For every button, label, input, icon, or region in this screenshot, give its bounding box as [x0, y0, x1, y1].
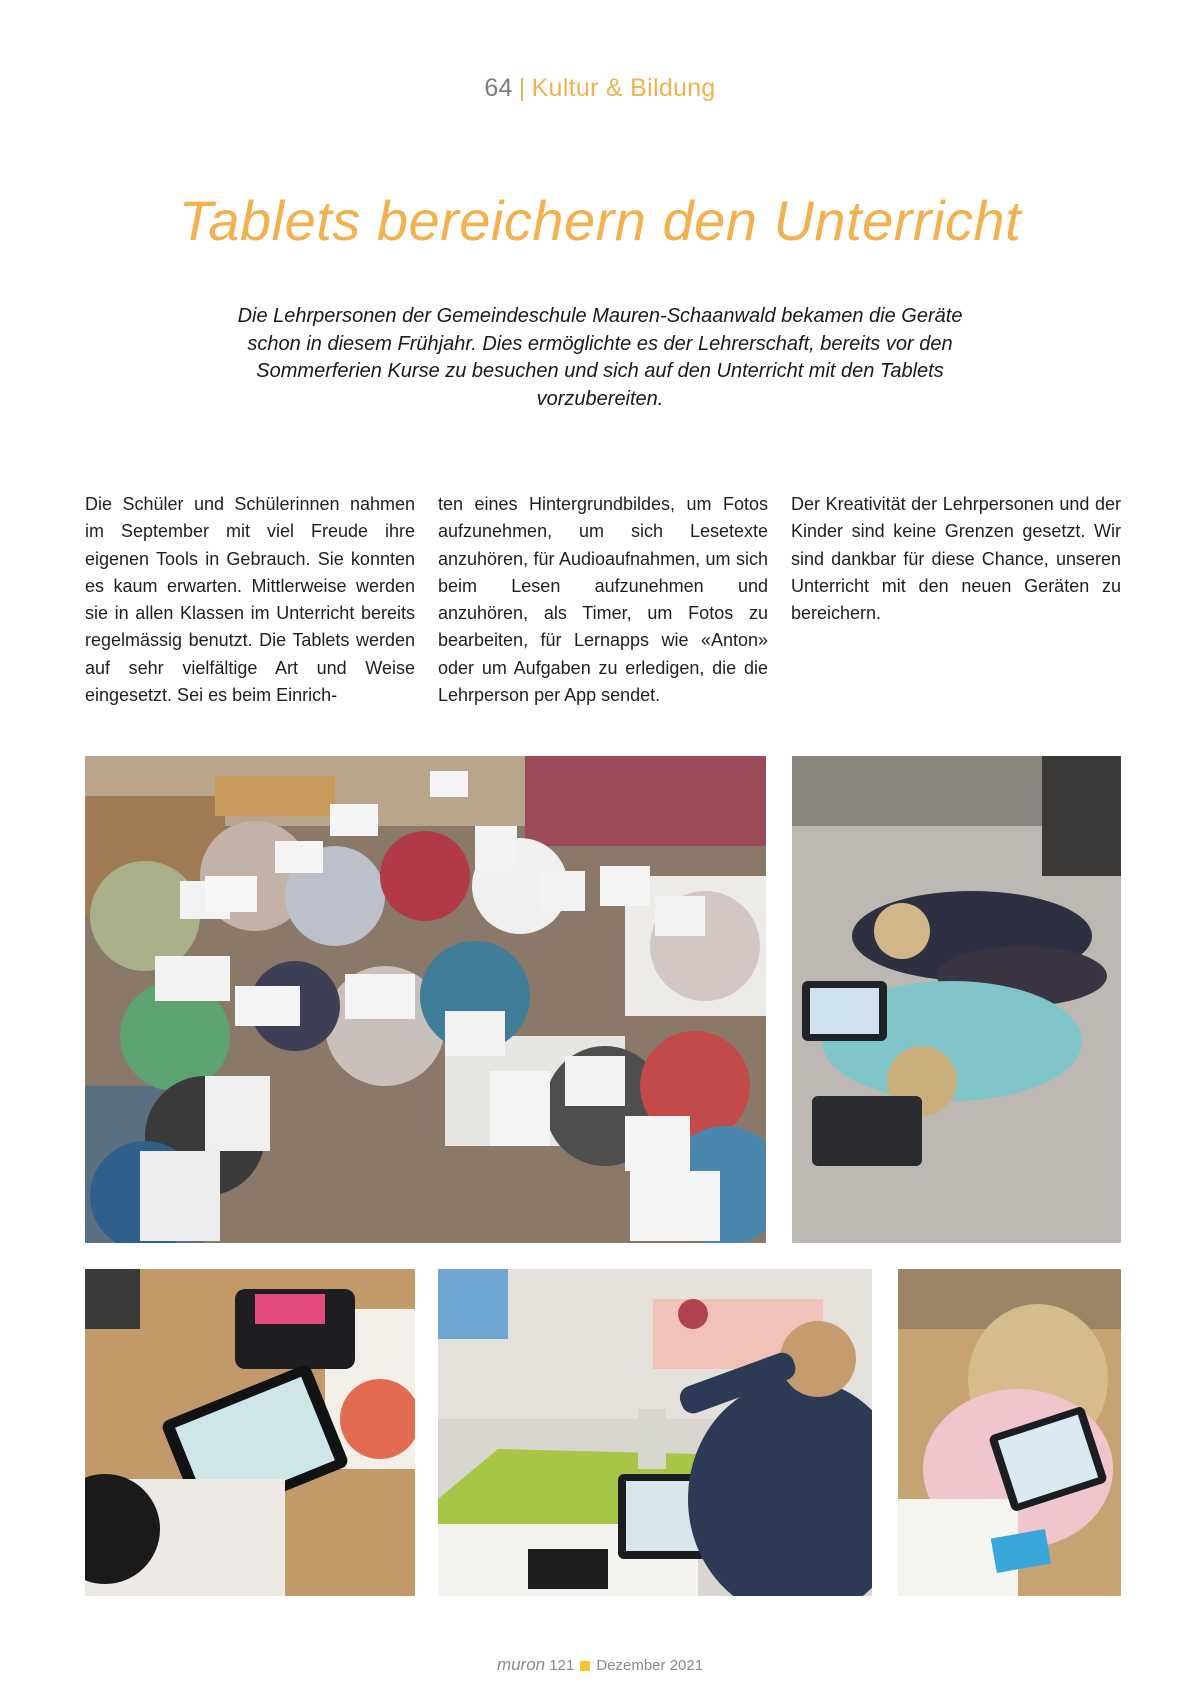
article-lead: Die Lehrpersonen der Gemeindeschule Mauren-Schaanwald bekamen die Geräte schon in diesem Frühjahr. Dies ermöglichte es der Lehrerschaft, bereits vor den Sommerferien Kurse zu besuchen und sich auf den Unterricht mit den Tablets vorzubereiten.	[237, 305, 963, 410]
issue-number: 121	[549, 1657, 575, 1674]
photo-classroom-pointing	[438, 1269, 872, 1596]
article-title: Tablets bereichern den Unterricht	[178, 189, 1022, 252]
body-column-1: Die Schüler und Schülerinnen nahmen im September mit viel Freude ihre eigenen Tools in Gebrauch. Sie konnten es kaum erwarten. Mittlerweise werden sie in allen Klassen im Unterricht bereits regelmässig benutzt. Die Tablets werden auf sehr vielfältige Art und Weise eingesetzt. Sei es beim Einrich-	[85, 494, 415, 706]
page-header	[0, 74, 1200, 103]
footer-square-icon	[580, 1661, 590, 1671]
header-separator: |	[518, 74, 526, 102]
page-number: 64	[484, 74, 513, 102]
issue-date: Dezember 2021	[596, 1657, 704, 1674]
magazine-brand: muron	[496, 1655, 546, 1674]
page-footer	[0, 1655, 1200, 1675]
body-column-2: ten eines Hintergrundbildes, um Fotos aufzunehmen, um sich Lesetexte anzuhören, für Audioaufnahmen, um sich beim Lesen aufzunehmen und anzuhören, als Timer, um Fotos zu bearbeiten, für Lernapps wie «Anton» oder um Aufgaben zu erledigen, die die Lehrperson per App sendet.	[438, 494, 768, 706]
photo-tablet-on-desk	[85, 1269, 415, 1596]
photo-children-on-floor	[792, 756, 1121, 1243]
body-column-3: Der Kreativität der Lehrpersonen und der Kinder sind keine Grenzen gesetzt. Wir sind dankbar für diese Chance, unseren Unterricht mit den neuen Geräten zu bereichern.	[791, 494, 1121, 624]
photo-class-with-tablet-boxes	[85, 756, 766, 1243]
section-title: Kultur & Bildung	[531, 74, 716, 102]
photo-girl-with-tablet	[898, 1269, 1121, 1596]
